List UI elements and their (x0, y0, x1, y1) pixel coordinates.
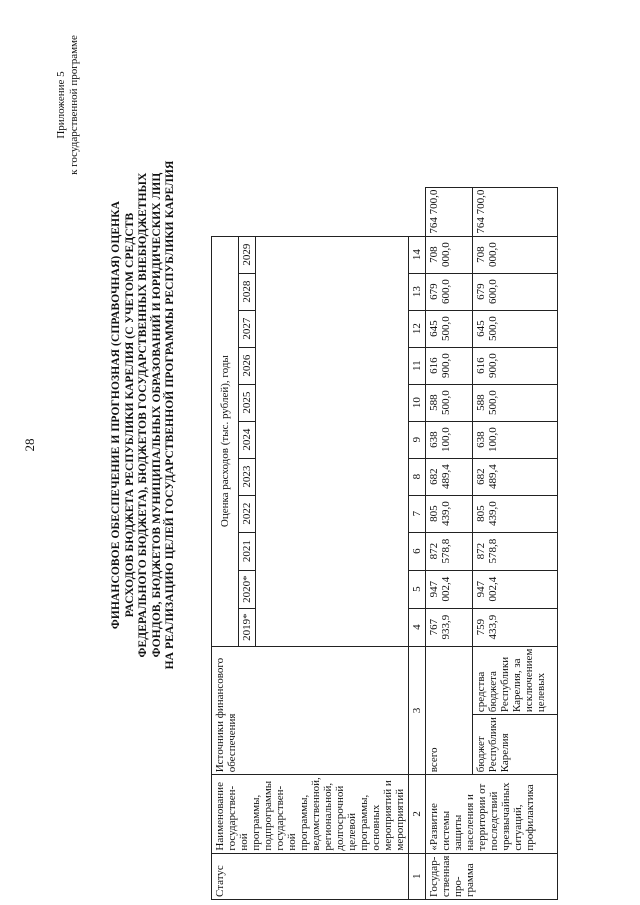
col-number: 1 (409, 853, 426, 899)
year-header: 2023 (239, 458, 256, 495)
title-line: НА РЕАЛИЗАЦИЮ ЦЕЛЕЙ ГОСУДАРСТВЕННОЙ ПРОГРАММЫ РЕСПУБЛИКИ КАРЕЛИЯ (164, 160, 176, 670)
col-number: 14 (409, 236, 426, 273)
value-cell: 638 100,0 (426, 421, 473, 458)
title-line: ФИНАНСОВОЕ ОБЕСПЕЧЕНИЕ И ПРОГНОЗНАЯ (СПРАВОЧНАЯ) ОЦЕНКА (110, 200, 122, 630)
value-cell: 682 489,4 (426, 458, 473, 495)
year-header: 2026 (239, 347, 256, 384)
value-cell: 645 500,0 (426, 310, 473, 347)
value-cell: 872 578,8 (473, 532, 558, 570)
value-cell: 947 002,4 (473, 570, 558, 608)
year-header: 2025 (239, 384, 256, 421)
year-header: 2024 (239, 421, 256, 458)
year-header: 2029 (239, 236, 256, 273)
value-cell: 872 578,8 (426, 532, 473, 570)
value-cell: 679 600,0 (426, 273, 473, 310)
year-header: 2027 (239, 310, 256, 347)
source-budget-funds: средства бюджета Республики Карелия, за исключением целевых (473, 646, 558, 714)
appendix-line-1: Приложение 5 (55, 71, 67, 139)
value-cell: 759 433,9 (473, 608, 558, 646)
value-cell: 638 100,0 (473, 421, 558, 458)
source-group: бюджет Республики Карелия (473, 715, 558, 775)
col-number: 9 (409, 421, 426, 458)
col-number: 5 (409, 570, 426, 608)
col-number: 8 (409, 458, 426, 495)
document-title (110, 115, 178, 715)
appendix-line-2: к государственной программе (68, 35, 80, 175)
year-header: 2019* (239, 608, 256, 646)
year-header: 2022 (239, 495, 256, 532)
value-cell: 764 700,0 (426, 187, 473, 236)
col-number: 13 (409, 273, 426, 310)
header-name: Наименование государствен-ной программы, подпрограммы государствен-ной программы, ведомственной, региональной, долгосрочной целевой программы, основных мероприятий и мероприятий (212, 775, 409, 853)
title-line: ФЕДЕРАЛЬНОГО БЮДЖЕТА), БЮДЖЕТОВ ГОСУДАРСТВЕННЫХ ВНЕБЮДЖЕТНЫХ (137, 172, 149, 658)
value-cell: 588 500,0 (473, 384, 558, 421)
financing-table (211, 187, 558, 900)
title-line: ФОНДОВ, БЮДЖЕТОВ МУНИЦИПАЛЬНЫХ ОБРАЗОВАНИЙ И ЮРИДИЧЕСКИХ ЛИЦ (150, 172, 163, 658)
header-estimate: Оценка расходов (тыс. рублей), годы (212, 236, 239, 646)
value-cell: 616 900,0 (473, 347, 558, 384)
col-number: 12 (409, 310, 426, 347)
value-cell: 764 700,0 (473, 187, 558, 236)
program-name-cell: «Развитие системы защиты населения и территории от последствий чрезвычайных ситуаций, профилактика (426, 775, 558, 853)
title-line: РАСХОДОВ БЮДЖЕТА РЕСПУБЛИКИ КАРЕЛИЯ (С УЧЕТОМ СРЕДСТВ (123, 212, 136, 618)
page-number: 28 (22, 438, 37, 452)
value-cell: 645 500,0 (473, 310, 558, 347)
value-cell: 708 000,0 (426, 236, 473, 273)
status-cell: Государ-ственная про-грамма (426, 853, 558, 899)
value-cell: 805 439,0 (426, 495, 473, 532)
col-number: 6 (409, 532, 426, 570)
source-total: всего (426, 646, 473, 775)
header-status: Статус (212, 853, 409, 899)
value-cell: 767 933,9 (426, 608, 473, 646)
year-header: 2020* (239, 570, 256, 608)
value-cell: 708 000,0 (473, 236, 558, 273)
value-cell: 682 489,4 (473, 458, 558, 495)
col-number: 10 (409, 384, 426, 421)
year-header: 2028 (239, 273, 256, 310)
value-cell: 947 002,4 (426, 570, 473, 608)
header-sources: Источники финансового обеспечения (212, 646, 409, 775)
year-header: 2021 (239, 532, 256, 570)
col-number: 3 (409, 646, 426, 775)
header-spacer (256, 236, 409, 646)
value-cell: 805 439,0 (473, 495, 558, 532)
value-cell: 679 600,0 (473, 273, 558, 310)
col-number: 2 (409, 775, 426, 853)
col-number: 4 (409, 608, 426, 646)
appendix-note (55, 5, 81, 205)
col-number: 11 (409, 347, 426, 384)
col-number: 7 (409, 495, 426, 532)
value-cell: 588 500,0 (426, 384, 473, 421)
value-cell: 616 900,0 (426, 347, 473, 384)
